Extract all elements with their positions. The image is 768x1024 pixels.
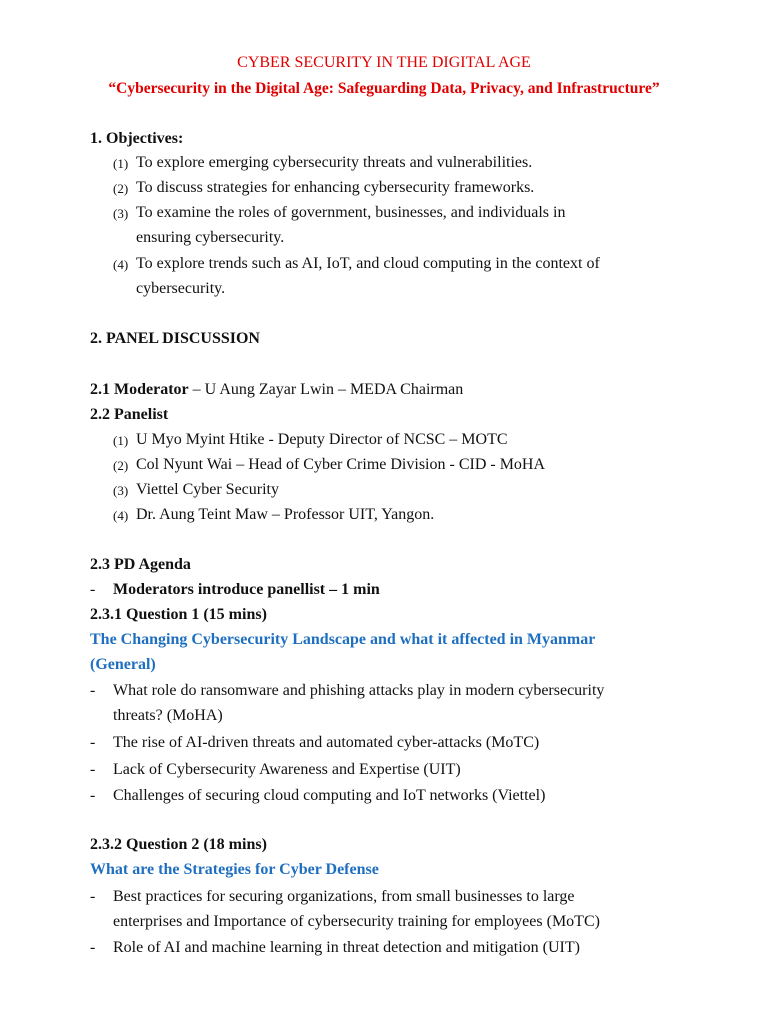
question-1-bullet: What role do ransomware and phishing attacks play in modern cybersecurity — [113, 682, 605, 699]
objective-item: To explore emerging cybersecurity threats and vulnerabilities. — [136, 154, 533, 171]
panelist-number: (1) — [113, 433, 129, 448]
question-1-topic-continuation: (General) — [90, 656, 156, 673]
panelist-item: U Myo Myint Htike - Deputy Director of NCSC – MOTC — [136, 431, 508, 448]
question-2-bullet: Role of AI and machine learning in threat detection and mitigation (UIT) — [113, 939, 580, 956]
panelist-number: (3) — [113, 483, 129, 498]
bullet-dash: - — [90, 888, 96, 905]
panelist-item: Viettel Cyber Security — [136, 481, 279, 498]
doc-subtitle: “Cybersecurity in the Digital Age: Safeguarding Data, Privacy, and Infrastructure” — [108, 80, 660, 97]
objective-number: (2) — [113, 181, 129, 196]
panelist-number: (4) — [113, 508, 129, 523]
panelist-item: Dr. Aung Teint Maw – Professor UIT, Yangon. — [136, 506, 435, 523]
moderator-line — [90, 380, 463, 400]
bullet-dash: - — [90, 939, 96, 956]
question-2-bullet-continuation: enterprises and Importance of cybersecurity training for employees (MoTC) — [113, 913, 600, 930]
objective-number: (4) — [113, 257, 129, 272]
objective-number: (1) — [113, 156, 129, 171]
question-2-bullet: Best practices for securing organizations, from small businesses to large — [113, 888, 575, 905]
agenda-intro: Moderators introduce panellist – 1 min — [113, 581, 380, 598]
objectives-heading: 1. Objectives: — [90, 130, 184, 147]
doc-title: CYBER SECURITY IN THE DIGITAL AGE — [237, 54, 531, 71]
panelist-number: (2) — [113, 458, 129, 473]
moderator-label: 2.1 Moderator — [90, 381, 189, 398]
question-1-bullet-continuation: threats? (MoHA) — [113, 707, 223, 724]
question-1-heading: 2.3.1 Question 1 (15 mins) — [90, 606, 267, 623]
question-2-heading: 2.3.2 Question 2 (18 mins) — [90, 836, 267, 853]
objective-item-continuation: ensuring cybersecurity. — [136, 229, 285, 246]
objective-number: (3) — [113, 206, 129, 221]
question-1-bullet: Challenges of securing cloud computing and IoT networks (Viettel) — [113, 787, 546, 804]
moderator-text: – U Aung Zayar Lwin – MEDA Chairman — [188, 381, 464, 398]
question-1-bullet: Lack of Cybersecurity Awareness and Expertise (UIT) — [113, 761, 461, 778]
bullet-dash: - — [90, 581, 96, 598]
objective-item: To examine the roles of government, businesses, and individuals in — [136, 204, 566, 221]
panelist-heading: 2.2 Panelist — [90, 406, 169, 423]
question-1-topic: The Changing Cybersecurity Landscape and what it affected in Myanmar — [90, 631, 596, 648]
objective-item: To explore trends such as AI, IoT, and cloud computing in the context of — [136, 255, 600, 272]
agenda-heading: 2.3 PD Agenda — [90, 556, 191, 573]
bullet-dash: - — [90, 787, 96, 804]
bullet-dash: - — [90, 682, 96, 699]
question-1-bullet: The rise of AI-driven threats and automated cyber-attacks (MoTC) — [113, 734, 540, 751]
panelist-item: Col Nyunt Wai – Head of Cyber Crime Division - CID - MoHA — [136, 456, 546, 473]
bullet-dash: - — [90, 761, 96, 778]
bullet-dash: - — [90, 734, 96, 751]
objective-item: To discuss strategies for enhancing cybersecurity frameworks. — [136, 179, 535, 196]
question-2-topic: What are the Strategies for Cyber Defense — [90, 861, 379, 878]
objective-item-continuation: cybersecurity. — [136, 280, 226, 297]
panel-discussion-heading: 2. PANEL DISCUSSION — [90, 330, 260, 347]
